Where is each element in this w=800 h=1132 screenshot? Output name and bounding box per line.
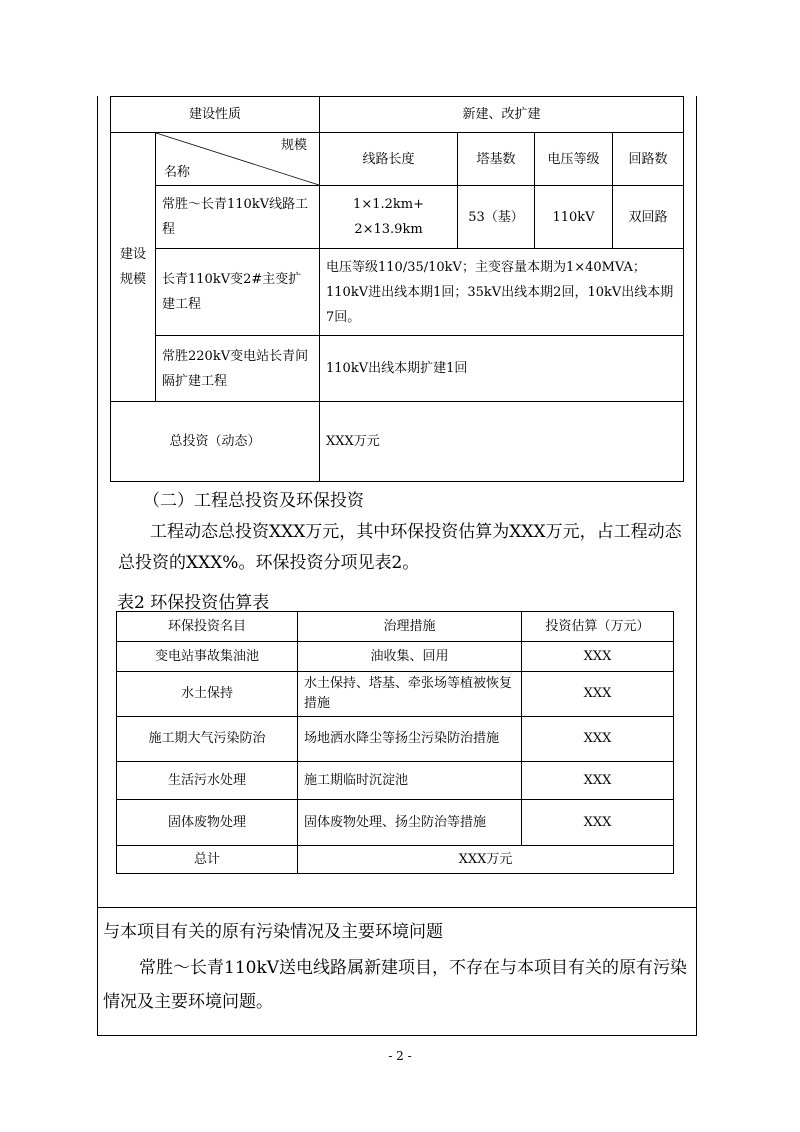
substation-expansion-desc: 电压等级110/35/10kV；主变容量本期为1×40MVA；110kV进出线本期1回；35kV出线本期2回，10kV出线本期7回。 [320, 249, 684, 336]
bay-expansion-name: 常胜220kV变电站长青间隔扩建工程 [156, 336, 320, 402]
substation-expansion-name: 长青110kV变2#主变扩建工程 [156, 249, 320, 336]
nature-label: 建设性质 [111, 97, 320, 133]
t2-header-cost: 投资估算（万元） [522, 612, 674, 642]
row-cost: XXX [522, 642, 674, 672]
section2-heading: （二）工程总投资及环保投资 [143, 491, 364, 511]
section2-paragraph: 工程动态总投资XXX万元，其中环保投资估算为XXX万元，占工程动态总投资的XXX%。环保投资分项见表2。 [118, 522, 682, 573]
t2-total-label: 总计 [117, 846, 298, 874]
scale-group-label [111, 133, 156, 402]
line-project-length [320, 186, 458, 249]
length-line1: 1×1.2km+ [353, 197, 424, 212]
line-project-voltage: 110kV [535, 186, 613, 249]
row-measure: 水土保持、塔基、牵张场等植被恢复措施 [298, 672, 522, 717]
nature-value: 新建、改扩建 [320, 97, 684, 133]
header-circuits: 回路数 [613, 133, 684, 186]
line-project-name: 常胜～长青110kV线路工程 [156, 186, 320, 249]
t2-header-measure: 治理措施 [298, 612, 522, 642]
table-row [117, 762, 674, 800]
table-row [117, 800, 674, 846]
row-cost: XXX [522, 800, 674, 846]
row-cost: XXX [522, 762, 674, 800]
table-row [117, 672, 674, 717]
diag-top-label: 规模 [281, 138, 308, 153]
project-scale-table [110, 96, 684, 482]
diag-bottom-label: 名称 [164, 165, 191, 180]
scale-group-text: 建设规模 [119, 247, 146, 287]
table2-caption: 表2 环保投资估算表 [117, 593, 270, 613]
row-cost: XXX [522, 717, 674, 762]
row-item: 施工期大气污染防治 [117, 717, 298, 762]
line-project-towers: 53（基） [458, 186, 535, 249]
diagonal-header-cell [156, 133, 320, 186]
section3-paragraph: 常胜～长青110kV送电线路属新建项目，不存在与本项目有关的原有污染情况及主要环境问题。 [103, 958, 688, 1012]
total-investment-value: XXX万元 [320, 402, 684, 482]
row-measure: 场地洒水降尘等扬尘污染防治措施 [298, 717, 522, 762]
header-voltage: 电压等级 [535, 133, 613, 186]
header-towers: 塔基数 [458, 133, 535, 186]
row-measure: 油收集、回用 [298, 642, 522, 672]
row-cost: XXX [522, 672, 674, 717]
length-line2: 2×13.9km [354, 222, 423, 237]
row-item: 变电站事故集油池 [117, 642, 298, 672]
header-length: 线路长度 [320, 133, 458, 186]
table-row [117, 717, 674, 762]
page-number: - 2 - [388, 1049, 412, 1063]
row-measure: 固体废物处理、扬尘防治等措施 [298, 800, 522, 846]
row-item: 生活污水处理 [117, 762, 298, 800]
total-investment-label: 总投资（动态） [111, 402, 320, 482]
line-project-circuits: 双回路 [613, 186, 684, 249]
t2-total-value: XXX万元 [298, 846, 674, 874]
t2-header-item: 环保投资名目 [117, 612, 298, 642]
row-measure: 施工期临时沉淀池 [298, 762, 522, 800]
env-investment-table [116, 611, 674, 874]
row-item: 固体废物处理 [117, 800, 298, 846]
table-row [117, 642, 674, 672]
section3-heading: 与本项目有关的原有污染情况及主要环境问题 [103, 922, 443, 942]
section-divider [97, 907, 696, 908]
bay-expansion-desc: 110kV出线本期扩建1回 [320, 336, 684, 402]
row-item: 水土保持 [117, 672, 298, 717]
